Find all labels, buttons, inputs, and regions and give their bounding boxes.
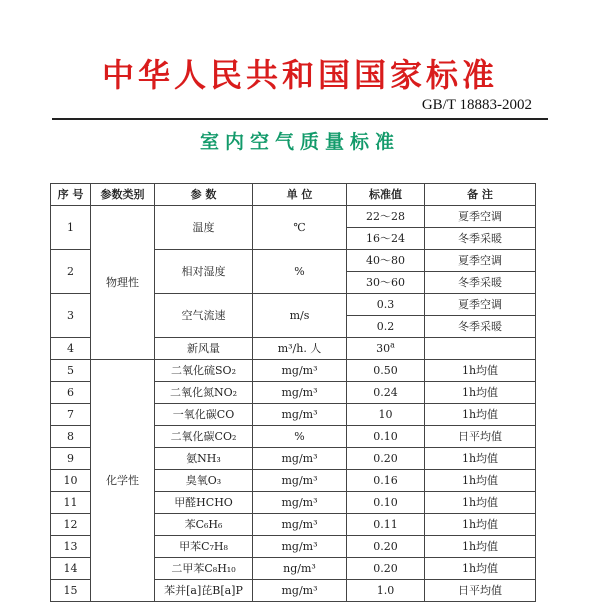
- table-body: [51, 206, 536, 602]
- table-row: [51, 360, 536, 382]
- header-parameter: 参 数: [155, 184, 253, 206]
- standard-value-cell: [347, 492, 425, 514]
- standard-value: 22～28: [366, 210, 405, 223]
- standard-value: 0.20: [373, 452, 398, 465]
- note-cell: 夏季空调: [425, 206, 536, 228]
- unit-cell: %: [253, 250, 347, 294]
- note-cell: 夏季空调: [425, 294, 536, 316]
- standard-value: 0.3: [376, 298, 395, 311]
- parameter-cell: 苯C₆H₆: [155, 514, 253, 536]
- standard-value-cell: [347, 514, 425, 536]
- unit-cell: mg/m³: [253, 404, 347, 426]
- header-note: 备 注: [425, 184, 536, 206]
- standard-value-cell: [347, 360, 425, 382]
- standard-value: 30: [376, 342, 391, 355]
- standard-value: 30～60: [366, 276, 405, 289]
- standard-value: 40～80: [366, 254, 405, 267]
- standard-value: 16～24: [366, 232, 405, 245]
- standard-value: 0.10: [373, 430, 398, 443]
- note-cell: 1h均值: [425, 558, 536, 580]
- standard-value: 0.2: [376, 320, 395, 333]
- standard-value: 0.11: [373, 518, 398, 531]
- unit-cell: ℃: [253, 206, 347, 250]
- note-cell: 日平均值: [425, 426, 536, 448]
- standard-value: 0.16: [373, 474, 398, 487]
- row-number: 8: [51, 426, 91, 448]
- standard-number: GB/T 18883-2002: [421, 97, 532, 113]
- parameter-cell: 新风量: [155, 338, 253, 360]
- standard-value: 0.10: [373, 496, 398, 509]
- category-physical: 物理性: [91, 206, 155, 360]
- unit-cell: m³/h. 人: [253, 338, 347, 360]
- note-cell: 1h均值: [425, 492, 536, 514]
- footnote-mark: a: [390, 340, 395, 350]
- unit-cell: mg/m³: [253, 470, 347, 492]
- parameter-cell: 臭氧O₃: [155, 470, 253, 492]
- note-cell: 冬季采暖: [425, 272, 536, 294]
- row-number: 6: [51, 382, 91, 404]
- row-number: 13: [51, 536, 91, 558]
- standard-value-cell: [347, 338, 425, 360]
- parameter-cell: 二氧化氮NO₂: [155, 382, 253, 404]
- standard-value-cell: [347, 228, 425, 250]
- parameter-cell: 甲醛HCHO: [155, 492, 253, 514]
- standard-value: 0.50: [373, 364, 398, 377]
- note-cell: 1h均值: [425, 514, 536, 536]
- header-no: 序 号: [51, 184, 91, 206]
- standard-value: 0.20: [373, 562, 398, 575]
- standard-value: 0.24: [373, 386, 398, 399]
- note-cell: 1h均值: [425, 404, 536, 426]
- unit-cell: mg/m³: [253, 580, 347, 602]
- header-unit: 单 位: [253, 184, 347, 206]
- parameter-cell: 甲苯C₇H₈: [155, 536, 253, 558]
- note-cell: 1h均值: [425, 360, 536, 382]
- standard-value-cell: [347, 580, 425, 602]
- standard-value-cell: [347, 558, 425, 580]
- row-number: 3: [51, 294, 91, 338]
- row-number: 2: [51, 250, 91, 294]
- standard-value-cell: [347, 536, 425, 558]
- unit-cell: mg/m³: [253, 382, 347, 404]
- unit-cell: m/s: [253, 294, 347, 338]
- row-number: 5: [51, 360, 91, 382]
- note-cell: 1h均值: [425, 536, 536, 558]
- standard-value-cell: [347, 294, 425, 316]
- unit-cell: mg/m³: [253, 514, 347, 536]
- parameter-cell: 相对湿度: [155, 250, 253, 294]
- parameter-cell: 氨NH₃: [155, 448, 253, 470]
- note-cell: 冬季采暖: [425, 228, 536, 250]
- row-number: 4: [51, 338, 91, 360]
- row-number: 9: [51, 448, 91, 470]
- row-number: 15: [51, 580, 91, 602]
- standard-value-cell: [347, 316, 425, 338]
- unit-cell: %: [253, 426, 347, 448]
- header-standard-value: 标准值: [347, 184, 425, 206]
- header-category: 参数类别: [91, 184, 155, 206]
- row-number: 14: [51, 558, 91, 580]
- note-cell: 1h均值: [425, 470, 536, 492]
- row-number: 7: [51, 404, 91, 426]
- standard-value-cell: [347, 426, 425, 448]
- unit-cell: ng/m³: [253, 558, 347, 580]
- note-cell: 冬季采暖: [425, 316, 536, 338]
- row-number: 10: [51, 470, 91, 492]
- standard-table: [50, 183, 536, 602]
- note-cell: [425, 338, 536, 360]
- standard-value: 1.0: [376, 584, 395, 597]
- standard-value-cell: [347, 250, 425, 272]
- document-title: 中华人民共和国国家标准: [101, 56, 498, 94]
- document-subtitle: 室内空气质量标准: [199, 131, 400, 153]
- parameter-cell: 二氧化硫SO₂: [155, 360, 253, 382]
- standard-value: 10: [378, 408, 393, 421]
- unit-cell: mg/m³: [253, 448, 347, 470]
- parameter-cell: 温度: [155, 206, 253, 250]
- standard-value-cell: [347, 470, 425, 492]
- parameter-cell: 空气流速: [155, 294, 253, 338]
- parameter-cell: 二甲苯C₈H₁₀: [155, 558, 253, 580]
- parameter-cell: 二氧化碳CO₂: [155, 426, 253, 448]
- table-header-row: [51, 184, 536, 206]
- note-cell: 夏季空调: [425, 250, 536, 272]
- note-cell: 1h均值: [425, 382, 536, 404]
- standard-value-cell: [347, 206, 425, 228]
- category-chemical: 化学性: [91, 360, 155, 602]
- row-number: 11: [51, 492, 91, 514]
- row-number: 1: [51, 206, 91, 250]
- note-cell: 日平均值: [425, 580, 536, 602]
- standard-value: 0.20: [373, 540, 398, 553]
- note-cell: 1h均值: [425, 448, 536, 470]
- unit-cell: mg/m³: [253, 492, 347, 514]
- standard-value-cell: [347, 404, 425, 426]
- parameter-cell: 苯并[a]芘B[a]P: [155, 580, 253, 602]
- parameter-cell: 一氧化碳CO: [155, 404, 253, 426]
- unit-cell: mg/m³: [253, 360, 347, 382]
- header-rule: [52, 118, 548, 120]
- table-row: [51, 206, 536, 228]
- unit-cell: mg/m³: [253, 536, 347, 558]
- standard-value-cell: [347, 448, 425, 470]
- standard-value-cell: [347, 272, 425, 294]
- row-number: 12: [51, 514, 91, 536]
- standard-value-cell: [347, 382, 425, 404]
